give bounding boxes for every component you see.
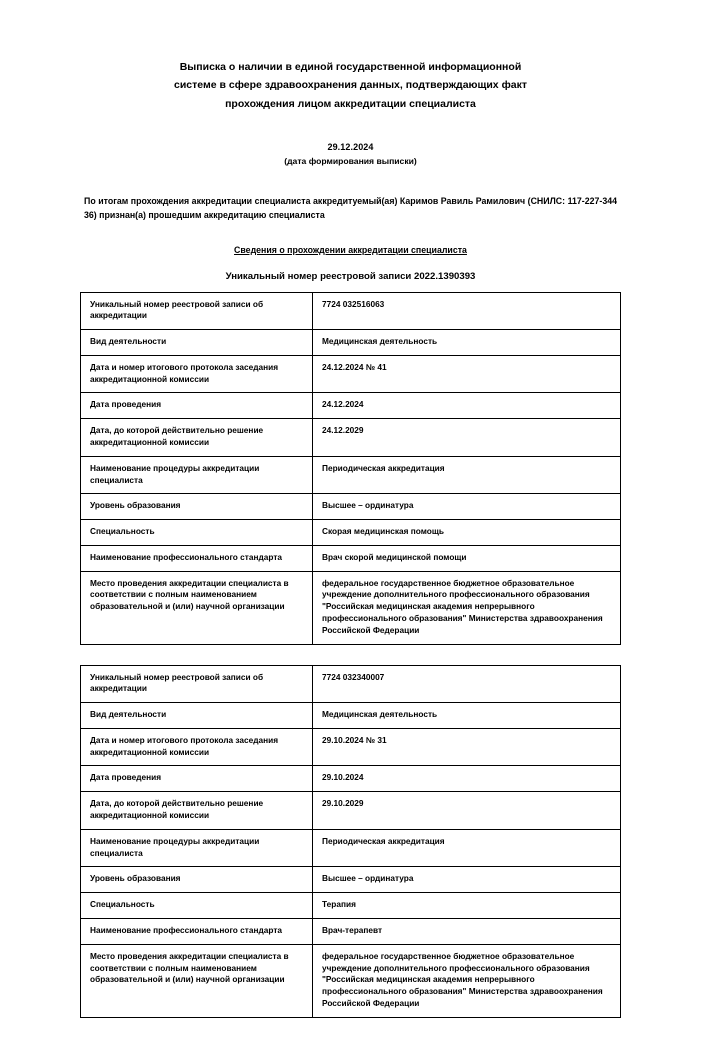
table-row	[81, 393, 621, 419]
table-row	[81, 355, 621, 393]
label-prof-standard: Наименование профессионального стандарта	[81, 918, 313, 944]
document-title	[90, 58, 611, 113]
table-row	[81, 456, 621, 494]
table-row	[81, 944, 621, 1017]
table-row	[81, 419, 621, 457]
value-procedure-name: Периодическая аккредитация	[313, 829, 621, 867]
value-prof-standard: Врач скорой медицинской помощи	[313, 545, 621, 571]
table-row	[81, 893, 621, 919]
table-row	[81, 728, 621, 766]
label-specialty: Специальность	[81, 893, 313, 919]
value-date-held: 24.12.2024	[313, 393, 621, 419]
record-number-heading-label: Уникальный номер реестровой записи	[225, 270, 412, 282]
table-row	[81, 703, 621, 729]
table-row	[81, 330, 621, 356]
value-activity-type: Медицинская деятельность	[313, 330, 621, 356]
value-protocol: 29.10.2024 № 31	[313, 728, 621, 766]
value-specialty: Скорая медицинская помощь	[313, 520, 621, 546]
table-row	[81, 766, 621, 792]
label-activity-type: Вид деятельности	[81, 330, 313, 356]
table-row	[81, 829, 621, 867]
value-valid-until: 29.10.2029	[313, 792, 621, 830]
value-specialty: Терапия	[313, 893, 621, 919]
table-row	[81, 520, 621, 546]
table-row	[81, 545, 621, 571]
summary-paragraph: По итогам прохождения аккредитации специалиста аккредитуемый(ая) Каримов Равиль Рамилович (СНИЛС: 117-227-344 36) признан(а) прошедшим аккредитацию специалиста	[84, 196, 617, 221]
document-title-line-1: Выписка о наличии в единой государственной информационной	[179, 61, 522, 73]
label-prof-standard: Наименование профессионального стандарта	[81, 545, 313, 571]
label-date-held: Дата проведения	[81, 393, 313, 419]
table-row	[81, 571, 621, 644]
issue-date-block	[80, 141, 621, 168]
value-place: федеральное государственное бюджетное образовательное учреждение дополнительного профессионального образования "Российская медицинская академия непрерывного профессионального образования" Министерства здравоохранения Российской Федерации	[313, 571, 621, 644]
label-procedure-name: Наименование процедуры аккредитации специалиста	[81, 456, 313, 494]
value-place: федеральное государственное бюджетное образовательное учреждение дополнительного профессионального образования "Российская медицинская академия непрерывного профессионального образования" Министерства здравоохранения Российской Федерации	[313, 944, 621, 1017]
label-unique-number: Уникальный номер реестровой записи об аккредитации	[81, 292, 313, 330]
label-protocol: Дата и номер итогового протокола заседания аккредитационной комиссии	[81, 728, 313, 766]
table-row	[81, 292, 621, 330]
label-procedure-name: Наименование процедуры аккредитации специалиста	[81, 829, 313, 867]
document-title-line-2: системе в сфере здравоохранения данных, подтверждающих факт	[173, 79, 527, 92]
record-number-heading-value: 2022.1390393	[414, 270, 476, 282]
table-row	[81, 494, 621, 520]
label-place: Место проведения аккредитации специалиста в соответствии с полным наименованием образовательной и (или) научной организации	[81, 944, 313, 1017]
label-activity-type: Вид деятельности	[81, 703, 313, 729]
label-unique-number: Уникальный номер реестровой записи об аккредитации	[81, 665, 313, 703]
label-education-level: Уровень образования	[81, 867, 313, 893]
value-procedure-name: Периодическая аккредитация	[313, 456, 621, 494]
section-title-text: Сведения о прохождении аккредитации специалиста	[234, 244, 467, 255]
label-valid-until: Дата, до которой действительно решение аккредитационной комиссии	[81, 419, 313, 457]
table-row	[81, 918, 621, 944]
section-title	[80, 245, 621, 255]
value-unique-number: 7724 032340007	[313, 665, 621, 703]
accreditation-table-2	[80, 665, 621, 1018]
table-row	[81, 867, 621, 893]
label-protocol: Дата и номер итогового протокола заседания аккредитационной комиссии	[81, 355, 313, 393]
issue-date-value: 29.12.2024	[327, 142, 374, 153]
document-title-line-3: прохождения лицом аккредитации специалиста	[225, 97, 476, 110]
label-place: Место проведения аккредитации специалиста в соответствии с полным наименованием образовательной и (или) научной организации	[81, 571, 313, 644]
table-row	[81, 665, 621, 703]
label-education-level: Уровень образования	[81, 494, 313, 520]
value-education-level: Высшее – ординатура	[313, 494, 621, 520]
table-row	[81, 792, 621, 830]
issue-date-caption: (дата формирования выписки)	[284, 156, 417, 167]
accreditation-table-1	[80, 292, 621, 645]
value-valid-until: 24.12.2029	[313, 419, 621, 457]
value-protocol: 24.12.2024 № 41	[313, 355, 621, 393]
value-unique-number: 7724 032516063	[313, 292, 621, 330]
value-prof-standard: Врач-терапевт	[313, 918, 621, 944]
value-date-held: 29.10.2024	[313, 766, 621, 792]
record-number-heading	[80, 271, 621, 282]
value-education-level: Высшее – ординатура	[313, 867, 621, 893]
label-valid-until: Дата, до которой действительно решение аккредитационной комиссии	[81, 792, 313, 830]
label-specialty: Специальность	[81, 520, 313, 546]
label-date-held: Дата проведения	[81, 766, 313, 792]
value-activity-type: Медицинская деятельность	[313, 703, 621, 729]
